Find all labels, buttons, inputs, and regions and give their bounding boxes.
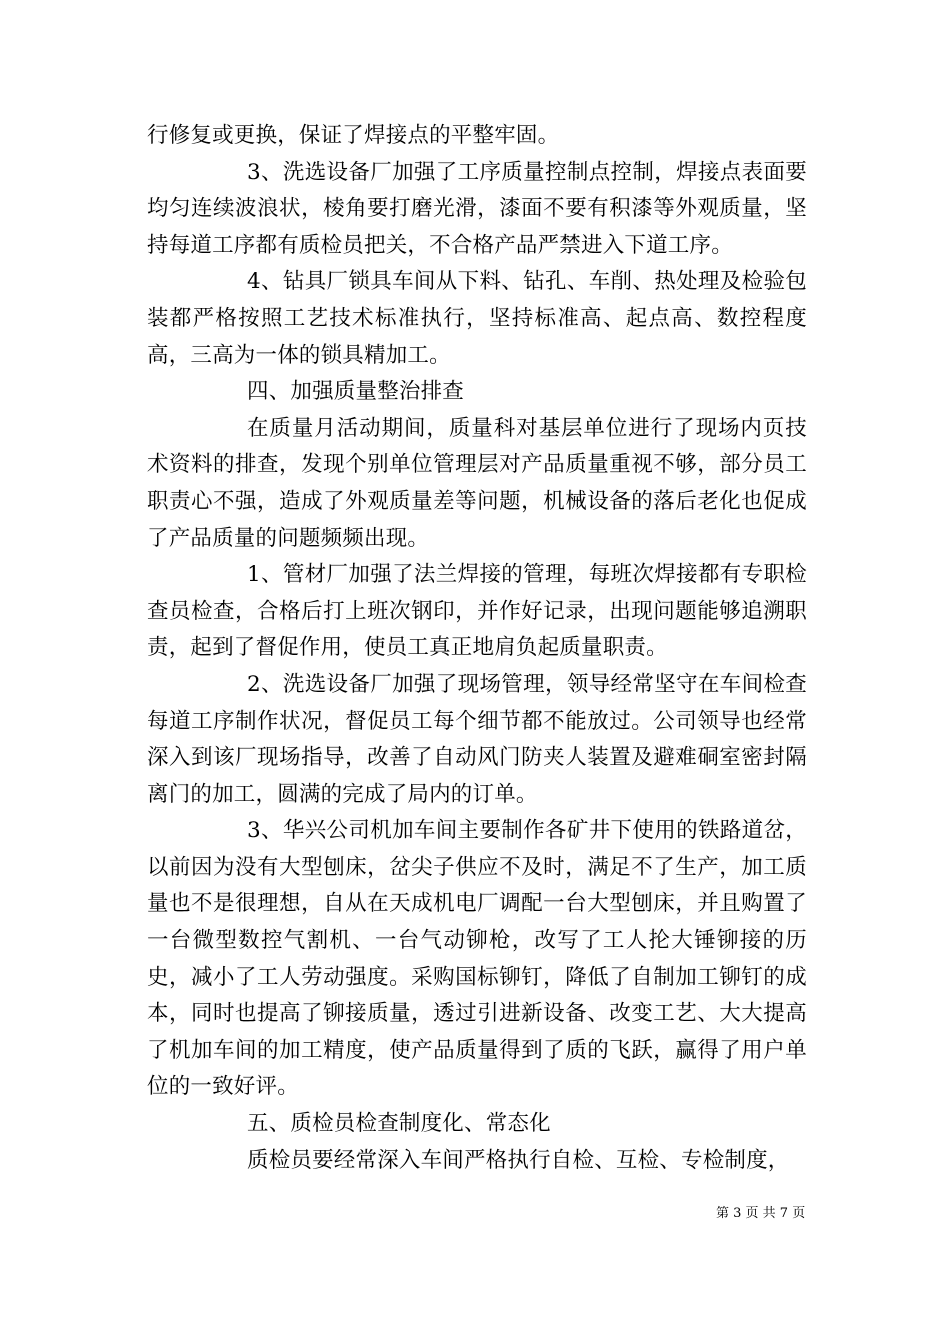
page-number-footer: 第 3 页 共 7 页 [716,1206,806,1221]
paragraph-quality-month: 在质量月活动期间，质量科对基层单位进行了现场内页技术资料的排查，发现个别单位管理层对产品质量重视不够，部分员工职责心不强，造成了外观质量差等问题，机械设备的落后老化也促成了产品质量的问题频频出现。 [147,415,807,551]
paragraph-item-3-huaxing: 3、华兴公司机加车间主要制作各矿井下使用的铁路道岔，以前因为没有大型刨床，岔尖子供应不及时，满足不了生产，加工质量也不是很理想，自从在天成机电厂调配一台大型刨床，并且购置了一台微型数控气割机、一台气动铆枪，改写了工人抡大锤铆接的历史，减小了工人劳动强度。采购国标铆钉，降低了自制加工铆钉的成本，同时也提高了铆接质量，透过引进新设备、改变工艺、大大提高了机加车间的加工精度，使产品质量得到了质的飞跃，赢得了用户单位的一致好评。 [147,818,807,1100]
paragraph-continuation: 行修复或更换，保证了焊接点的平整牢固。 [147,123,560,148]
document-body [147,118,807,1179]
section-heading-5: 五、质检员检查制度化、常态化 [247,1111,551,1137]
paragraph-inspector: 质检员要经常深入车间严格执行自检、互检、专检制度， [247,1147,790,1173]
paragraph-item-3-washing-equipment: 3、洗选设备厂加强了工序质量控制点控制，焊接点表面要均匀连续波浪状，棱角要打磨光滑，漆面不要有积漆等外观质量，坚持每道工序都有质检员把关，不合格产品严禁进入下道工序。 [147,159,807,258]
paragraph-item-2-site-management: 2、洗选设备厂加强了现场管理，领导经常坚守在车间检查每道工序制作状况，督促员工每个细节都不能放过。公司领导也经常深入到该厂现场指导，改善了自动风门防夹人装置及避难硐室密封隔离门的加工，圆满的完成了局内的订单。 [147,671,807,807]
paragraph-item-4-drilling-tools: 4、钻具厂锁具车间从下料、钻孔、车削、热处理及检验包装都严格按照工艺技术标准执行，坚持标准高、起点高、数控程度高，三高为一体的锁具精加工。 [147,269,807,368]
paragraph-item-1-pipe-factory: 1、管材厂加强了法兰焊接的管理，每班次焊接都有专职检查员检查，合格后打上班次钢印，并作好记录，出现问题能够追溯职责，起到了督促作用，使员工真正地肩负起质量职责。 [147,562,807,661]
section-heading-4: 四、加强质量整治排查 [247,379,465,405]
